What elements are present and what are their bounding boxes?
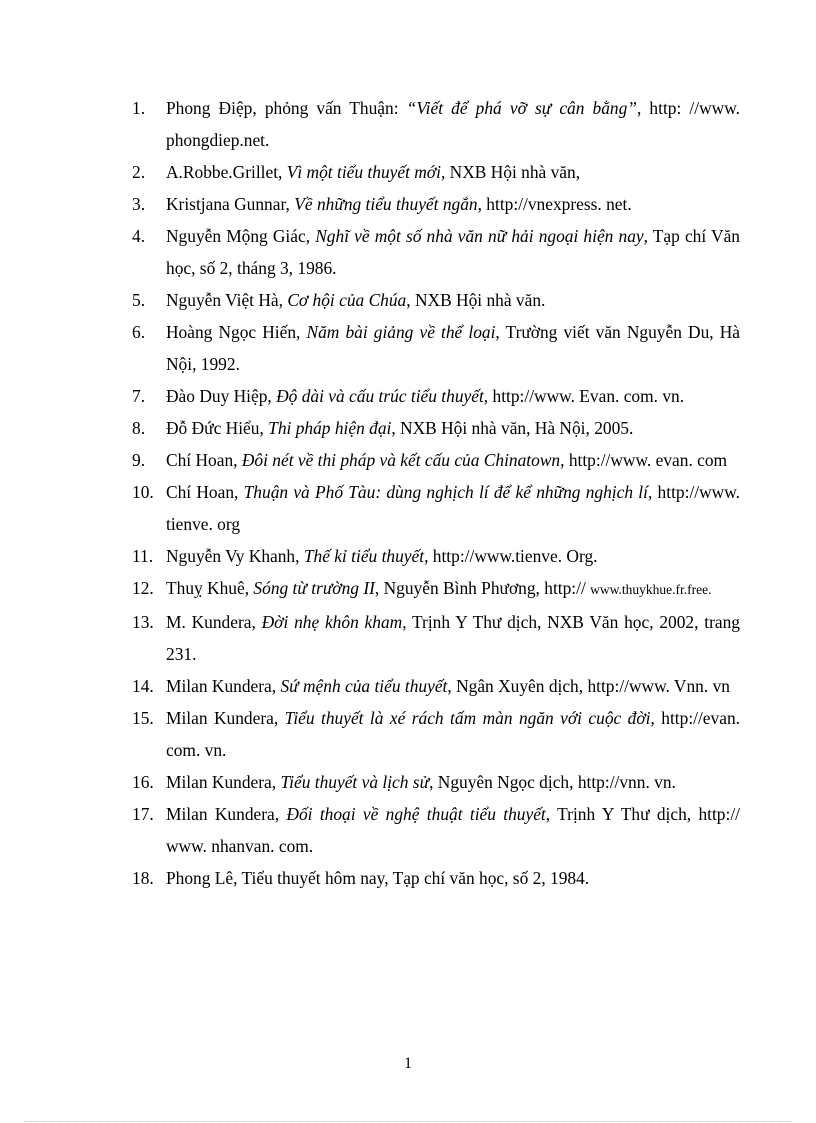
reference-item bbox=[132, 380, 740, 412]
reference-author: Đào Duy Hiệp, bbox=[166, 386, 277, 406]
reference-number: 6. bbox=[132, 322, 146, 342]
reference-source: , http://www. tienve. org bbox=[166, 482, 741, 534]
reference-number: 7. bbox=[132, 386, 146, 406]
reference-author: Milan Kundera, bbox=[166, 772, 281, 792]
reference-source: , Trịnh Y Thư dịch, http:// www. nhanvan. com. bbox=[166, 804, 740, 856]
reference-title: Đối thoại về nghệ thuật tiểu thuyết bbox=[286, 804, 546, 824]
reference-author: Hoàng Ngọc Hiến, bbox=[166, 322, 307, 342]
reference-number: 9. bbox=[132, 450, 146, 470]
reference-number: 5. bbox=[132, 290, 146, 310]
reference-item bbox=[132, 670, 740, 702]
reference-title: Tiểu thuyết là xé rách tấm màn ngăn với cuộc đời bbox=[284, 708, 651, 728]
reference-item bbox=[132, 540, 740, 572]
reference-title: Nghĩ về một số nhà văn nữ hải ngoại hiện nay bbox=[315, 226, 644, 246]
reference-source: , NXB Hội nhà văn, Hà Nội, 2005. bbox=[391, 418, 634, 438]
reference-item bbox=[132, 188, 740, 220]
reference-title: Thế kỉ tiểu thuyết bbox=[303, 546, 425, 566]
reference-source: , Trịnh Y Thư dịch, NXB Văn học, 2002, trang 231. bbox=[166, 612, 740, 664]
reference-number: 8. bbox=[132, 418, 146, 438]
reference-title: Tiểu thuyết và lịch sử bbox=[280, 772, 430, 792]
reference-title: “Viết để phá vỡ sự cân bằng” bbox=[406, 98, 637, 118]
reference-author: Chí Hoan, bbox=[166, 482, 244, 502]
reference-author: Milan Kundera, bbox=[166, 708, 285, 728]
reference-author: Nguyễn Vy Khanh, bbox=[166, 546, 304, 566]
reference-item bbox=[132, 572, 740, 606]
reference-item bbox=[132, 412, 740, 444]
reference-number: 12. bbox=[132, 578, 154, 598]
reference-source: , http://www. evan. com bbox=[560, 450, 728, 470]
reference-item bbox=[132, 476, 740, 540]
reference-item bbox=[132, 284, 740, 316]
reference-author: A.Robbe.Grillet, bbox=[166, 162, 287, 182]
reference-title: Vì một tiểu thuyết mới bbox=[286, 162, 441, 182]
reference-source: , Trường viết văn Nguyễn Du, Hà Nội, 1992. bbox=[166, 322, 740, 374]
reference-author: Nguyễn Việt Hà, bbox=[166, 290, 288, 310]
reference-item bbox=[132, 798, 740, 862]
reference-author: Milan Kundera, bbox=[166, 676, 281, 696]
reference-item bbox=[132, 606, 740, 670]
reference-number: 3. bbox=[132, 194, 146, 214]
reference-author: Đỗ Đức Hiểu, bbox=[166, 418, 269, 438]
reference-author: Chí Hoan, bbox=[166, 450, 242, 470]
reference-number: 4. bbox=[132, 226, 146, 246]
reference-number: 18. bbox=[132, 868, 154, 888]
reference-item bbox=[132, 766, 740, 798]
reference-source: , NXB Hội nhà văn, bbox=[440, 162, 581, 182]
reference-item bbox=[132, 220, 740, 284]
reference-item bbox=[132, 92, 740, 156]
reference-author: Kristjana Gunnar, bbox=[166, 194, 295, 214]
reference-item bbox=[132, 862, 740, 894]
reference-source: , Tạp chí Văn học, số 2, tháng 3, 1986. bbox=[166, 226, 741, 278]
reference-number: 14. bbox=[132, 676, 154, 696]
reference-source: , NXB Hội nhà văn. bbox=[406, 290, 546, 310]
reference-item bbox=[132, 444, 740, 476]
page-number: 1 bbox=[404, 1055, 412, 1072]
reference-source: , Ngân Xuyên dịch, http://www. Vnn. vn bbox=[447, 676, 730, 696]
reference-source: , http://www. Evan. com. vn. bbox=[483, 386, 685, 406]
reference-source: , Nguyễn Bình Phương, http:// bbox=[374, 578, 586, 598]
reference-title: Thi pháp hiện đại bbox=[268, 418, 392, 438]
reference-author: M. Kundera, bbox=[166, 612, 262, 632]
reference-number: 1. bbox=[132, 98, 146, 118]
reference-number: 11. bbox=[132, 546, 154, 566]
reference-title: Năm bài giảng về thể loại bbox=[306, 322, 496, 342]
reference-author: Phong Điệp, phỏng vấn Thuận: bbox=[166, 98, 407, 118]
reference-number: 16. bbox=[132, 772, 154, 792]
reference-source: , http://evan. com. vn. bbox=[166, 708, 740, 760]
reference-number: 10. bbox=[132, 482, 154, 502]
reference-title: Độ dài và cấu trúc tiểu thuyết bbox=[276, 386, 484, 406]
reference-list bbox=[132, 92, 740, 894]
reference-source: , http://www.tienve. Org. bbox=[424, 546, 598, 566]
reference-number: 2. bbox=[132, 162, 146, 182]
reference-title: Cơ hội của Chúa bbox=[287, 290, 407, 310]
reference-source: , http://vnexpress. net. bbox=[477, 194, 632, 214]
reference-item bbox=[132, 316, 740, 380]
reference-number: 17. bbox=[132, 804, 154, 824]
reference-title: Về những tiểu thuyết ngắn bbox=[294, 194, 478, 214]
reference-author: Milan Kundera, bbox=[166, 804, 287, 824]
page-bottom-divider bbox=[24, 1121, 792, 1122]
reference-author: Nguyễn Mộng Giác, bbox=[166, 226, 316, 246]
reference-number: 13. bbox=[132, 612, 154, 632]
reference-title: Sứ mệnh của tiểu thuyết bbox=[280, 676, 448, 696]
reference-title: Thuận và Phố Tàu: dùng nghịch lí để kể những nghịch lí bbox=[243, 482, 648, 502]
reference-title: Đời nhẹ khôn kham bbox=[261, 612, 403, 632]
reference-number: 15. bbox=[132, 708, 154, 728]
reference-source: , http: //www. phongdiep.net. bbox=[166, 98, 740, 150]
reference-source: , Nguyên Ngọc dịch, http://vnn. vn. bbox=[429, 772, 676, 792]
reference-author: Thuỵ Khuê, bbox=[166, 578, 254, 598]
reference-title: Đôi nét về thi pháp và kết cấu của Chinatown bbox=[241, 450, 561, 470]
reference-item bbox=[132, 702, 740, 766]
reference-item bbox=[132, 156, 740, 188]
reference-author: Phong Lê, Tiểu thuyết hôm nay, Tạp chí văn học, số 2, 1984. bbox=[166, 868, 590, 888]
reference-title: Sóng từ trường II bbox=[253, 578, 375, 598]
reference-url: www.thuykhue.fr.free. bbox=[590, 582, 712, 597]
